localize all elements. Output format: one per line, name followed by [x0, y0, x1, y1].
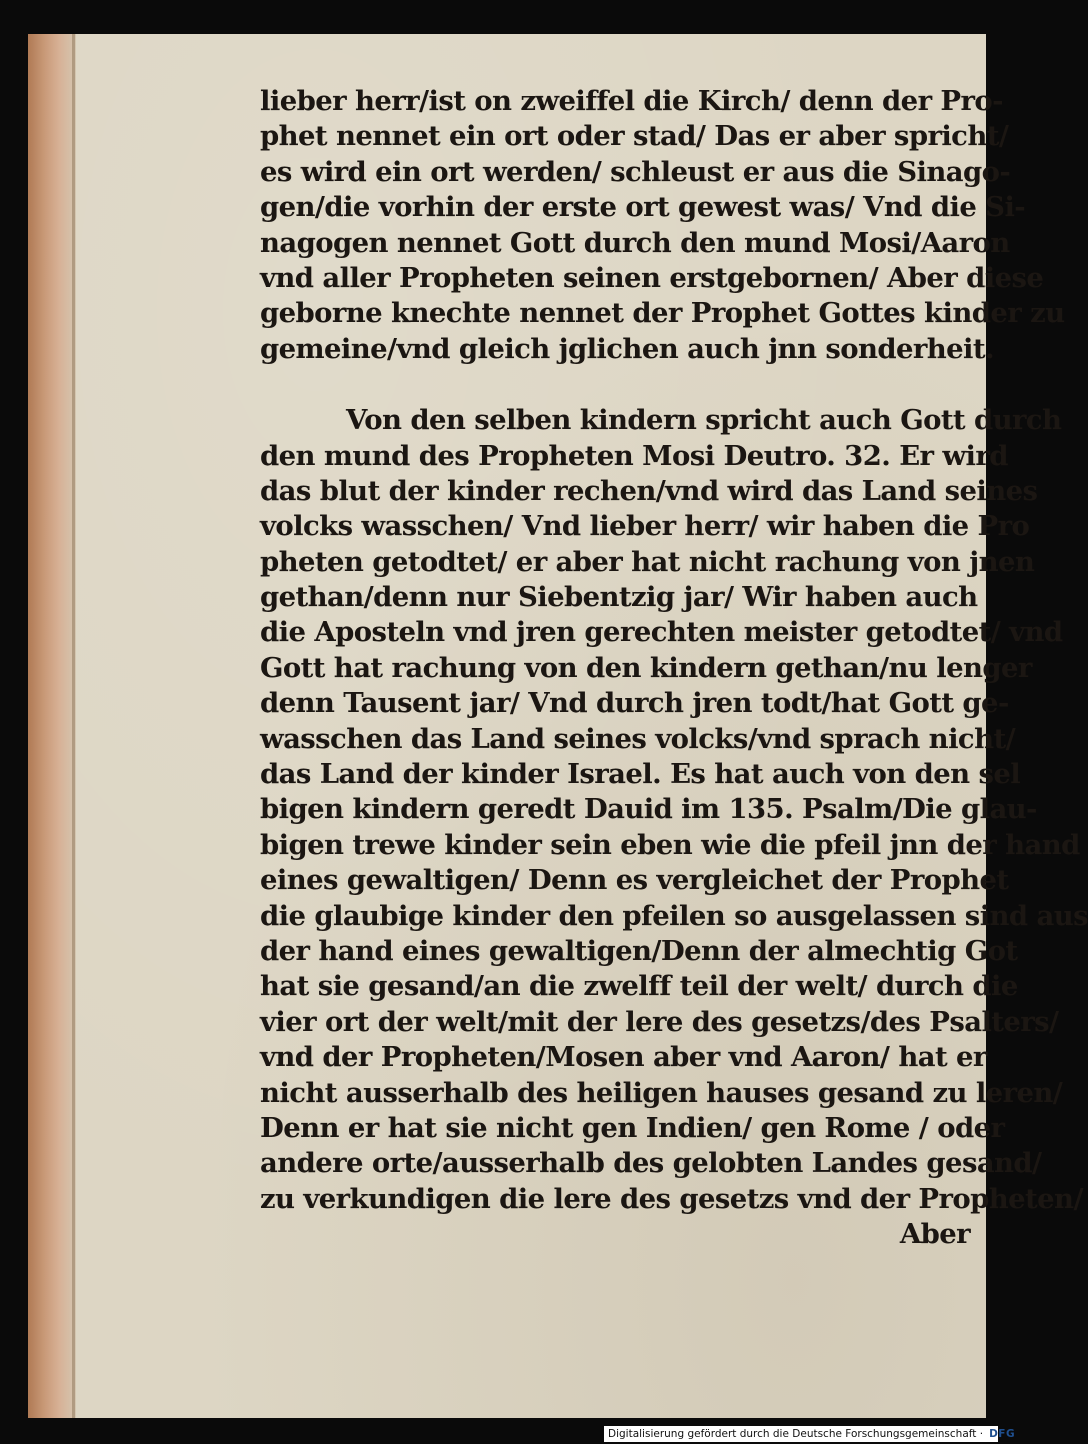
text-line: Gott hat rachung von den kindern gethan/nu lenger — [260, 651, 1032, 684]
text-line: gen/die vorhin der erste ort gewest was/ Vnd die Si- — [260, 191, 1026, 224]
text-line: gemeine/vnd gleich jglichen auch jnn sonderheit. — [260, 332, 994, 365]
text-line: vnd aller Propheten seinen erstgebornen/ Aber diese — [260, 261, 1044, 294]
paragraph-2 — [260, 403, 1088, 1217]
paragraph-gap — [260, 367, 970, 403]
footer-credit-text: Digitalisierung gefördert durch die Deutsche Forschungsgemeinschaft · — [608, 1428, 984, 1440]
text-line: bigen kindern geredt Dauid im 135. Psalm/Die glau- — [260, 793, 1037, 826]
text-line: der hand eines gewaltigen/Denn der almechtig Got — [260, 934, 1018, 967]
text-line: lieber herr/ist on zweiffel die Kirch/ denn der Pro- — [260, 85, 1003, 117]
text-line: es wird ein ort werden/ schleust er aus die Sinago- — [260, 155, 1011, 188]
text-line: volcks wasschen/ Vnd lieber herr/ wir haben die Pro — [260, 510, 1030, 543]
text-line: nicht ausserhalb des heiligen hauses gesand zu leren/ — [260, 1076, 1063, 1109]
text-line: gethan/denn nur Siebentzig jar/ Wir haben auch — [260, 581, 978, 614]
text-line: zu verkundigen die lere des gesetzs vnd der Propheten/ — [260, 1182, 1083, 1215]
text-line: das blut der kinder rechen/vnd wird das Land seines — [260, 474, 1038, 507]
text-line: Denn er hat sie nicht gen Indien/ gen Rome / oder — [260, 1111, 1005, 1144]
text-line: wasschen das Land seines volcks/vnd sprach nicht/ — [260, 722, 1016, 755]
page-text — [260, 84, 1088, 1253]
text-line: die glaubige kinder den pfeilen so ausgelassen sind aus — [260, 899, 1088, 932]
text-line: vier ort der welt/mit der lere des gesetzs/des Psalters/ — [260, 1005, 1059, 1038]
catchword: Aber — [899, 1218, 970, 1251]
binding-shadow-line — [72, 34, 75, 1418]
text-line: hat sie gesand/an die zwelff teil der welt/ durch die — [260, 970, 1018, 1003]
text-line: nagogen nennet Gott durch den mund Mosi/Aaron — [260, 226, 1010, 259]
text-line: die Aposteln vnd jren gerechten meister getodtet/ vnd — [260, 616, 1063, 649]
page-binding-edge — [28, 34, 76, 1418]
paragraph-1 — [260, 84, 1065, 367]
text-line: den mund des Propheten Mosi Deutro. 32. Er wird — [260, 439, 1008, 472]
text-line: eines gewaltigen/ Denn es vergleichet der Prophet — [260, 864, 1009, 897]
text-line: das Land der kinder Israel. Es hat auch von den sel — [260, 758, 1021, 791]
digitization-credit-footer — [604, 1426, 1016, 1442]
text-line: bigen trewe kinder sein eben wie die pfeil jnn der hand — [260, 828, 1080, 861]
dfg-logo: DFG — [989, 1428, 1016, 1440]
text-line: pheten getodtet/ er aber hat nicht rachung von jnen — [260, 545, 1035, 578]
book-page — [28, 34, 1088, 1418]
text-line: andere orte/ausserhalb des gelobten Landes gesand/ — [260, 1147, 1042, 1180]
text-line: vnd der Propheten/Mosen aber vnd Aaron/ hat er — [260, 1041, 987, 1074]
text-line: phet nennet ein ort oder stad/ Das er aber spricht/ — [260, 120, 1009, 153]
text-line: denn Tausent jar/ Vnd durch jren todt/hat Gott ge- — [260, 687, 1009, 720]
text-line: Von den selben kindern spricht auch Gott durch — [346, 404, 1062, 437]
text-line: geborne knechte nennet der Prophet Gottes kinder zu — [260, 297, 1065, 330]
